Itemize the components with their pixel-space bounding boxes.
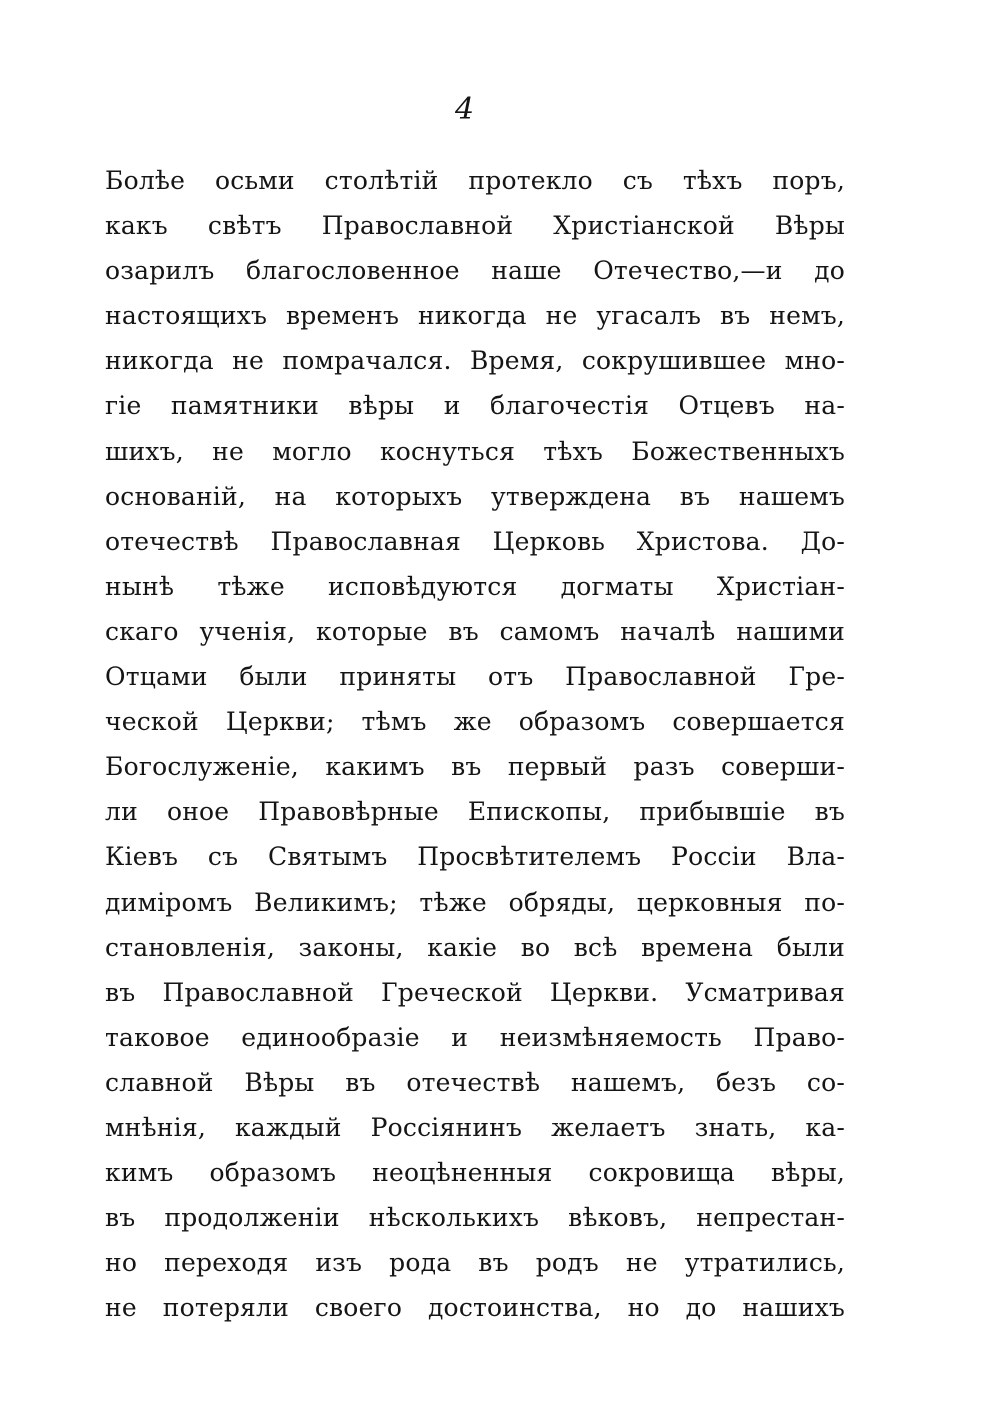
text-line: Кіевъ съ Святымъ Просвѣтителемъ Россіи Вла-	[105, 842, 845, 872]
text-line: Отцами были приняты отъ Православной Гре-	[105, 662, 845, 692]
text-line: какъ свѣтъ Православной Христіанской Вѣры	[105, 211, 845, 241]
text-line: никогда не помрачался. Время, сокрушившее мно-	[105, 346, 845, 376]
text-line: настоящихъ временъ никогда не угасалъ въ немъ,	[105, 301, 845, 331]
text-line: но переходя изъ рода въ родъ не утратились,	[105, 1248, 845, 1278]
text-line: Богослуженіе, какимъ въ первый разъ соверши-	[105, 752, 845, 782]
text-line: нынѣ тѣже исповѣдуются догматы Христіан-	[105, 571, 845, 601]
text-line: не потеряли своего достоинства, но до нашихъ	[105, 1293, 845, 1323]
text-line: становленія, законы, какіе во всѣ времена были	[105, 932, 845, 962]
text-line: мнѣнія, каждый Россіянинъ желаетъ знать, ка-	[105, 1112, 845, 1142]
text-line: отечествѣ Православная Церковь Христова. До-	[105, 526, 845, 556]
text-line: Болѣе осьми столѣтій протекло съ тѣхъ поръ,	[105, 166, 845, 195]
text-line: славной Вѣры въ отечествѣ нашемъ, безъ со-	[105, 1067, 845, 1097]
text-line: гіе памятники вѣры и благочестія Отцевъ на-	[105, 391, 845, 421]
text-line: ческой Церкви; тѣмъ же образомъ совершается	[105, 707, 845, 737]
text-line: въ Православной Греческой Церкви. Усматривая	[105, 977, 845, 1007]
text-line: шихъ, не могло коснуться тѣхъ Божественныхъ	[105, 436, 845, 466]
page-number: 4	[455, 92, 475, 127]
text-line: кимъ образомъ неоцѣненныя сокровища вѣры,	[105, 1158, 845, 1188]
body-text	[105, 158, 845, 1330]
text-line: основаній, на которыхъ утверждена въ нашемъ	[105, 481, 845, 511]
text-line: скаго ученія, которые въ самомъ началѣ нашими	[105, 616, 845, 646]
text-line: диміромъ Великимъ; тѣже обряды, церковныя по-	[105, 887, 845, 917]
text-line: въ продолженіи нѣсколькихъ вѣковъ, непрестан-	[105, 1203, 845, 1233]
text-line: озарилъ благословенное наше Отечество,—и до	[105, 256, 845, 286]
text-line: ли оное Правовѣрные Епископы, прибывшіе въ	[105, 797, 845, 827]
text-line: таковое единообразіе и неизмѣняемость Право-	[105, 1022, 845, 1052]
